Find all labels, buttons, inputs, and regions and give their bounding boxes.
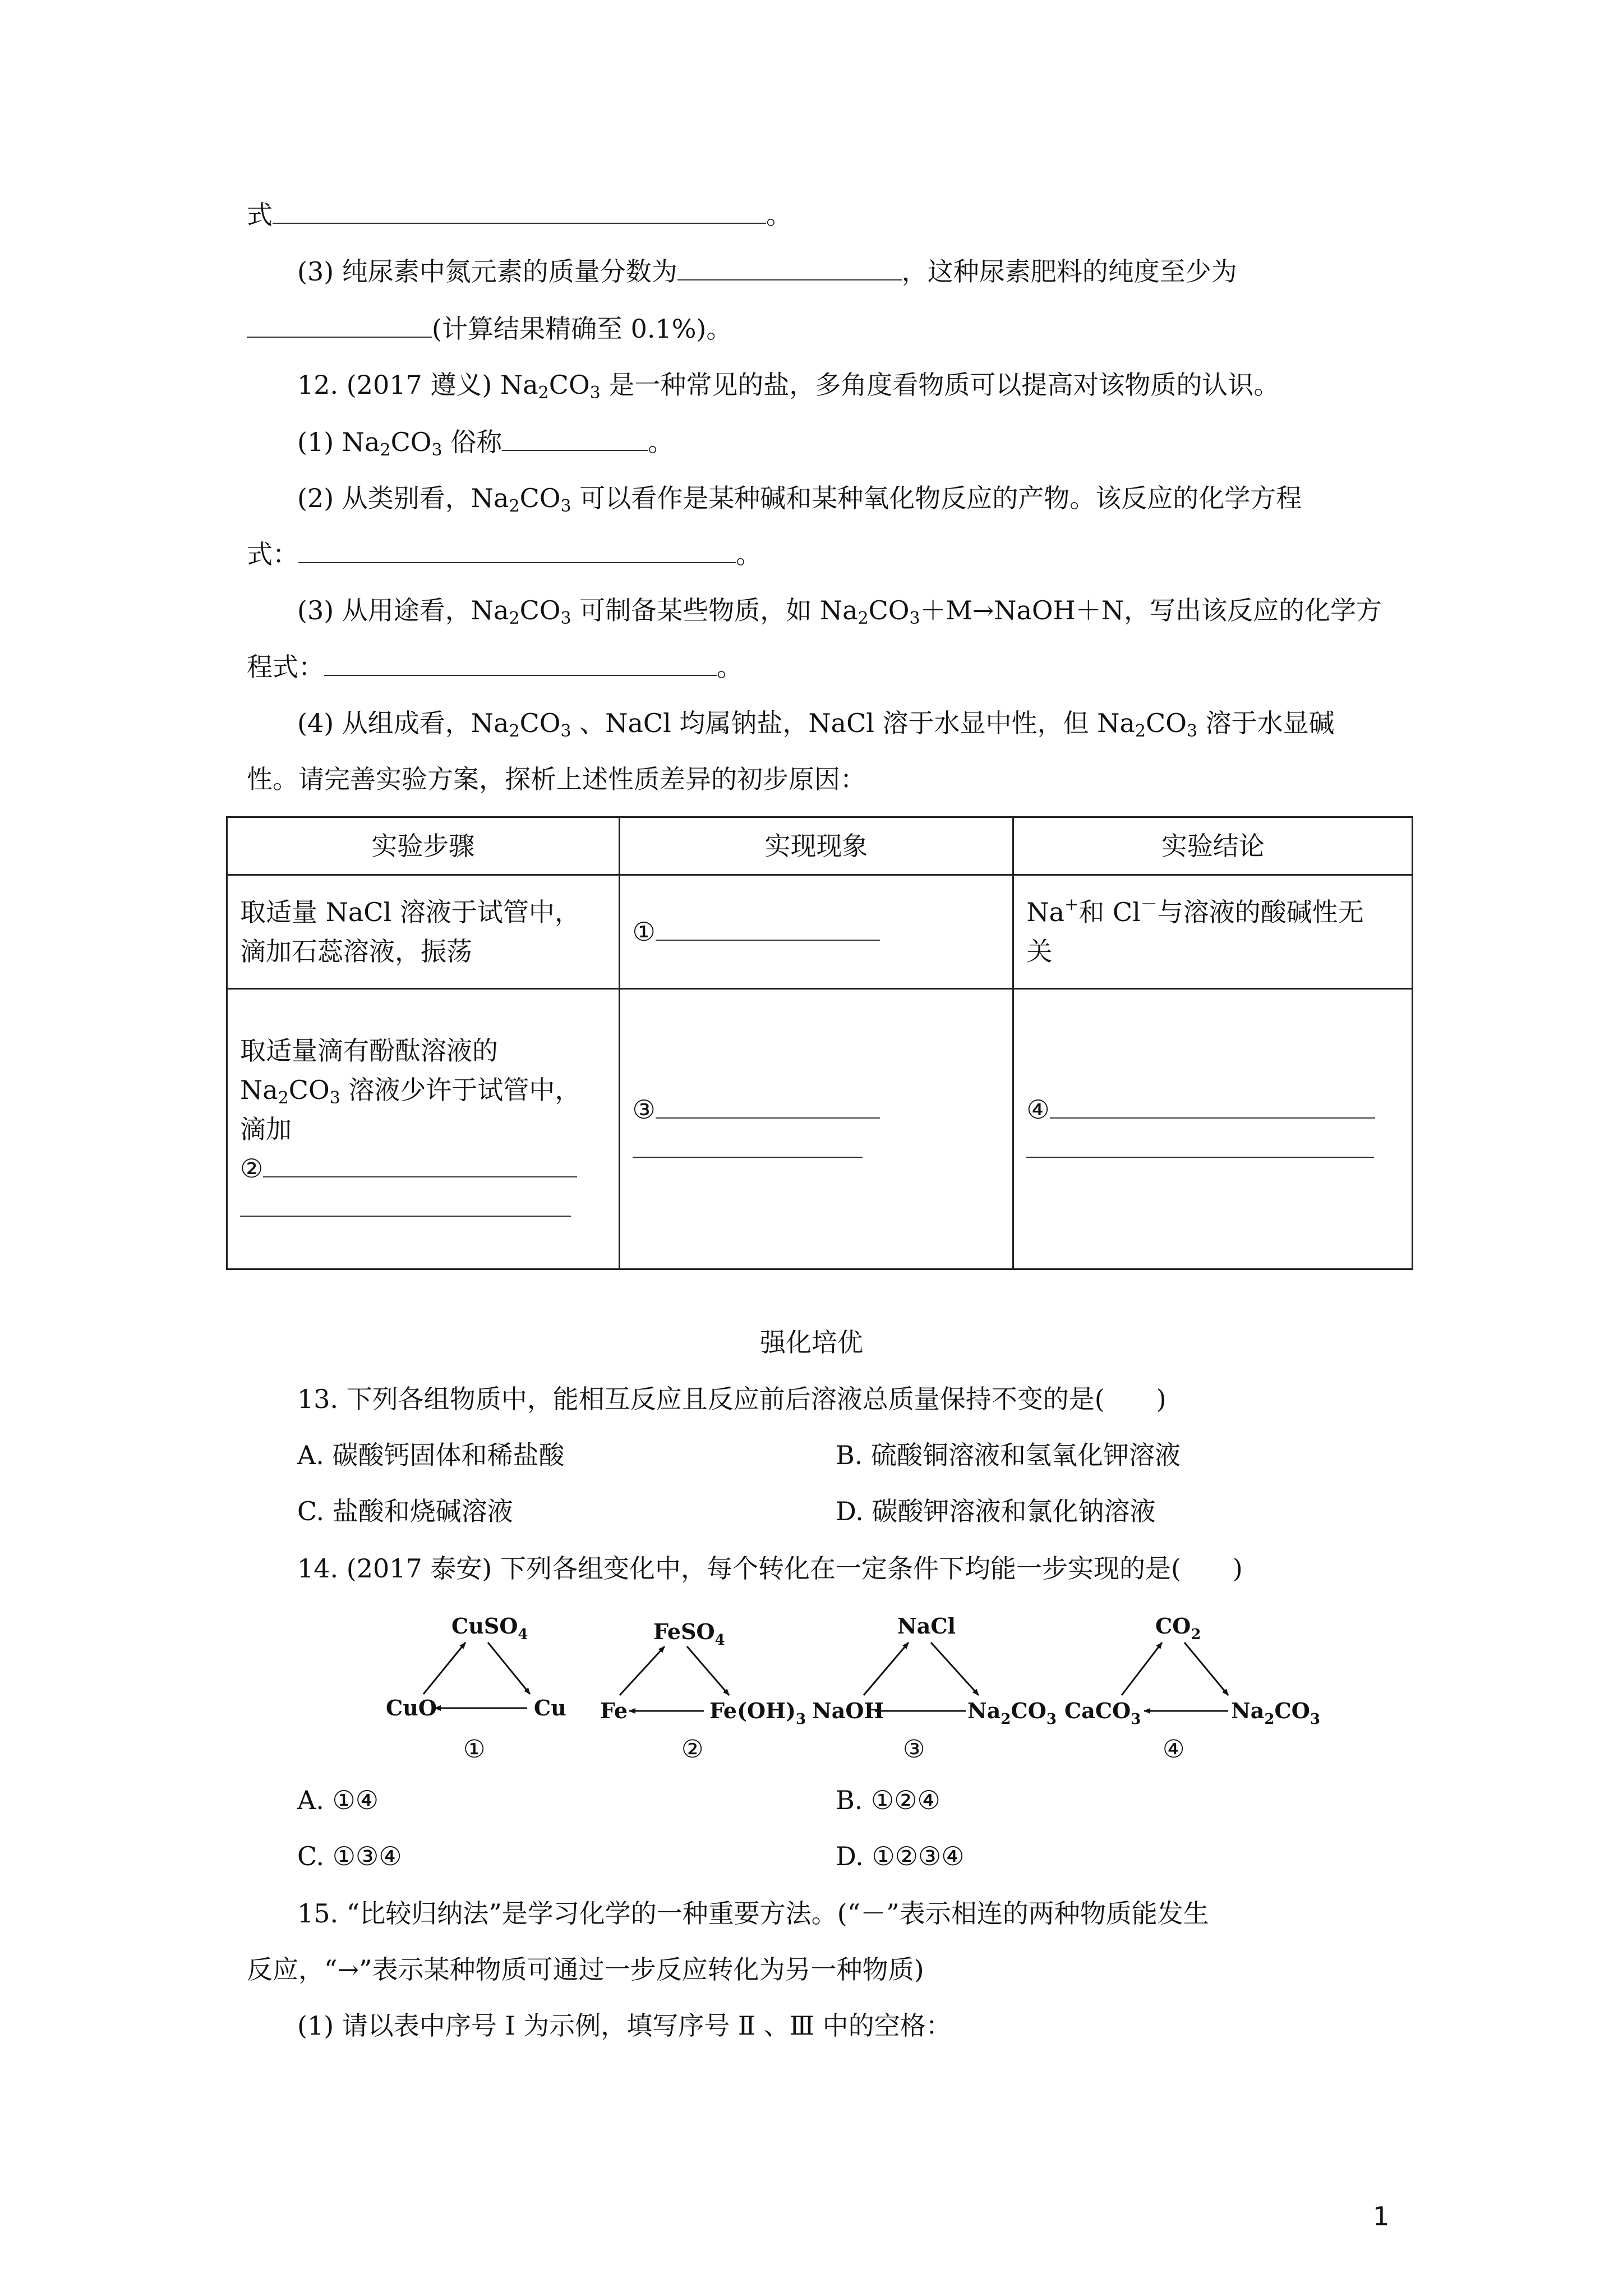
arrow xyxy=(620,1646,665,1695)
arrow xyxy=(864,1642,909,1695)
table-cell: 取适量滴有酚酞溶液的 $Na_2CO_3$ 溶液少许于试管中， 滴加 ② xyxy=(227,989,620,1269)
page-number: 1 xyxy=(1373,2201,1390,2231)
q14-option-d[interactable]: D. ①②③④ xyxy=(836,1841,965,1871)
q13-option-c[interactable]: C. 盐酸和烧碱溶液 xyxy=(297,1496,513,1526)
section-title: 强化培优 xyxy=(760,1327,863,1358)
q12-part3-line1: (3) 从用途看，$Na_2CO_3$ 可制备某些物质，如 $Na_2CO_3+M\to NaOH+N$，写出该反应的化学方 xyxy=(297,595,1382,628)
q12-part3-line2: 程式： 。 xyxy=(247,652,743,682)
arrow xyxy=(423,1642,465,1694)
q12-part2-line1: (2) 从类别看，$Na_2CO_3$ 可以看作是某种碱和某种氧化物反应的产物。该反应的化学方程 xyxy=(297,483,1302,516)
q12-intro: 12. (2017 遵义) $Na_2CO_3$ 是一种常见的盐，多角度看物质可以提高对该物质的认识。 xyxy=(297,370,1280,403)
q15-line2: 反应，“→”表示某种物质可通过一步反应转化为另一种物质) xyxy=(247,1954,924,1985)
arrow xyxy=(1184,1642,1228,1695)
diagram-1-number: ① xyxy=(463,1735,486,1764)
diagram-1-top: CuSO$_4$ xyxy=(451,1613,528,1643)
q14-option-a[interactable]: A. ①④ xyxy=(297,1785,379,1815)
diagram-2-left: Fe xyxy=(600,1698,628,1723)
diagram-1 xyxy=(386,1613,566,1764)
diagram-3-right: $Na_2CO_3$ xyxy=(967,1698,1057,1728)
q14-option-b[interactable]: B. ①②④ xyxy=(836,1785,940,1815)
arrow xyxy=(687,1646,729,1695)
q11-line-a: 式 。 xyxy=(247,200,792,230)
q14-option-c[interactable]: C. ①③④ xyxy=(297,1841,402,1871)
diagram-1-right: Cu xyxy=(534,1695,566,1720)
q11-part3-line1: (3) 纯尿素中氮元素的质量分数为 ，这种尿素肥料的纯度至少为 xyxy=(297,256,1237,287)
q12-part4-line2: 性。请完善实验方案，探析上述性质差异的初步原因： xyxy=(247,764,866,794)
q13-option-a[interactable]: A. 碳酸钙固体和稀盐酸 xyxy=(297,1440,565,1470)
diagram-4-top: $CO_2$ xyxy=(1155,1613,1201,1643)
q12-part2-line2: 式： 。 xyxy=(247,539,762,569)
q14-stem: 14. (2017 泰安) 下列各组变化中，每个转化在一定条件下均能一步实现的是( ) xyxy=(297,1553,1243,1584)
diagram-4 xyxy=(1064,1613,1320,1764)
diagram-2 xyxy=(600,1619,806,1764)
diagram-3 xyxy=(812,1613,1057,1764)
diagram-3-top: NaCl xyxy=(897,1613,956,1639)
diagram-4-left: CaCO$_3$ xyxy=(1064,1698,1141,1728)
table-header: 实现现象 xyxy=(619,817,1013,875)
diagram-1-left: CuO xyxy=(386,1695,437,1720)
diagram-3-left: NaOH xyxy=(812,1698,884,1723)
diagram-4-number: ④ xyxy=(1163,1735,1185,1764)
diagram-3-number: ③ xyxy=(903,1735,925,1764)
arrow xyxy=(488,1642,530,1694)
q13-stem: 13. 下列各组物质中，能相互反应且反应前后溶液总质量保持不变的是( ) xyxy=(297,1384,1166,1414)
table-cell: ① xyxy=(619,875,1013,989)
table-cell: ④ xyxy=(1013,989,1413,1269)
diagram-4-right: $Na_2CO_3$ xyxy=(1231,1698,1320,1728)
table-header: 实验结论 xyxy=(1013,817,1413,875)
q13-option-b[interactable]: B. 硫酸铜溶液和氢氧化钾溶液 xyxy=(836,1440,1181,1470)
q15-line3: (1) 请以表中序号 Ⅰ 为示例，填写序号 Ⅱ 、Ⅲ 中的空格： xyxy=(297,2010,952,2041)
table-cell: ③ xyxy=(619,989,1013,1269)
diagram-2-top: FeSO$_4$ xyxy=(653,1619,725,1649)
q11-part3-line2: (计算结果精确至 0.1%)。 xyxy=(247,311,732,346)
q12-part4-line1: (4) 从组成看，$Na_2CO_3$ 、NaCl 均属钠盐，NaCl 溶于水显中性，但 $Na_2CO_3$ 溶于水显碱 xyxy=(297,708,1335,741)
diagram-2-number: ② xyxy=(681,1735,704,1764)
arrow xyxy=(931,1642,979,1695)
table-header: 实验步骤 xyxy=(227,817,620,875)
arrow xyxy=(1122,1642,1162,1695)
q13-option-d[interactable]: D. 碳酸钾溶液和氯化钠溶液 xyxy=(836,1496,1156,1526)
table-cell: 取适量 NaCl 溶液于试管中， 滴加石蕊溶液，振荡 xyxy=(227,875,620,989)
q15-line1: 15. “比较归纳法”是学习化学的一种重要方法。(“－”表示相连的两种物质能发生 xyxy=(297,1898,1209,1929)
table-cell: Na+和 Cl－与溶液的酸碱性无 关 xyxy=(1013,875,1413,989)
diagram-2-right: $Fe(OH)_3$ xyxy=(709,1698,806,1728)
q12-part1: (1) $Na_2CO_3$ 俗称 。 xyxy=(297,427,674,460)
